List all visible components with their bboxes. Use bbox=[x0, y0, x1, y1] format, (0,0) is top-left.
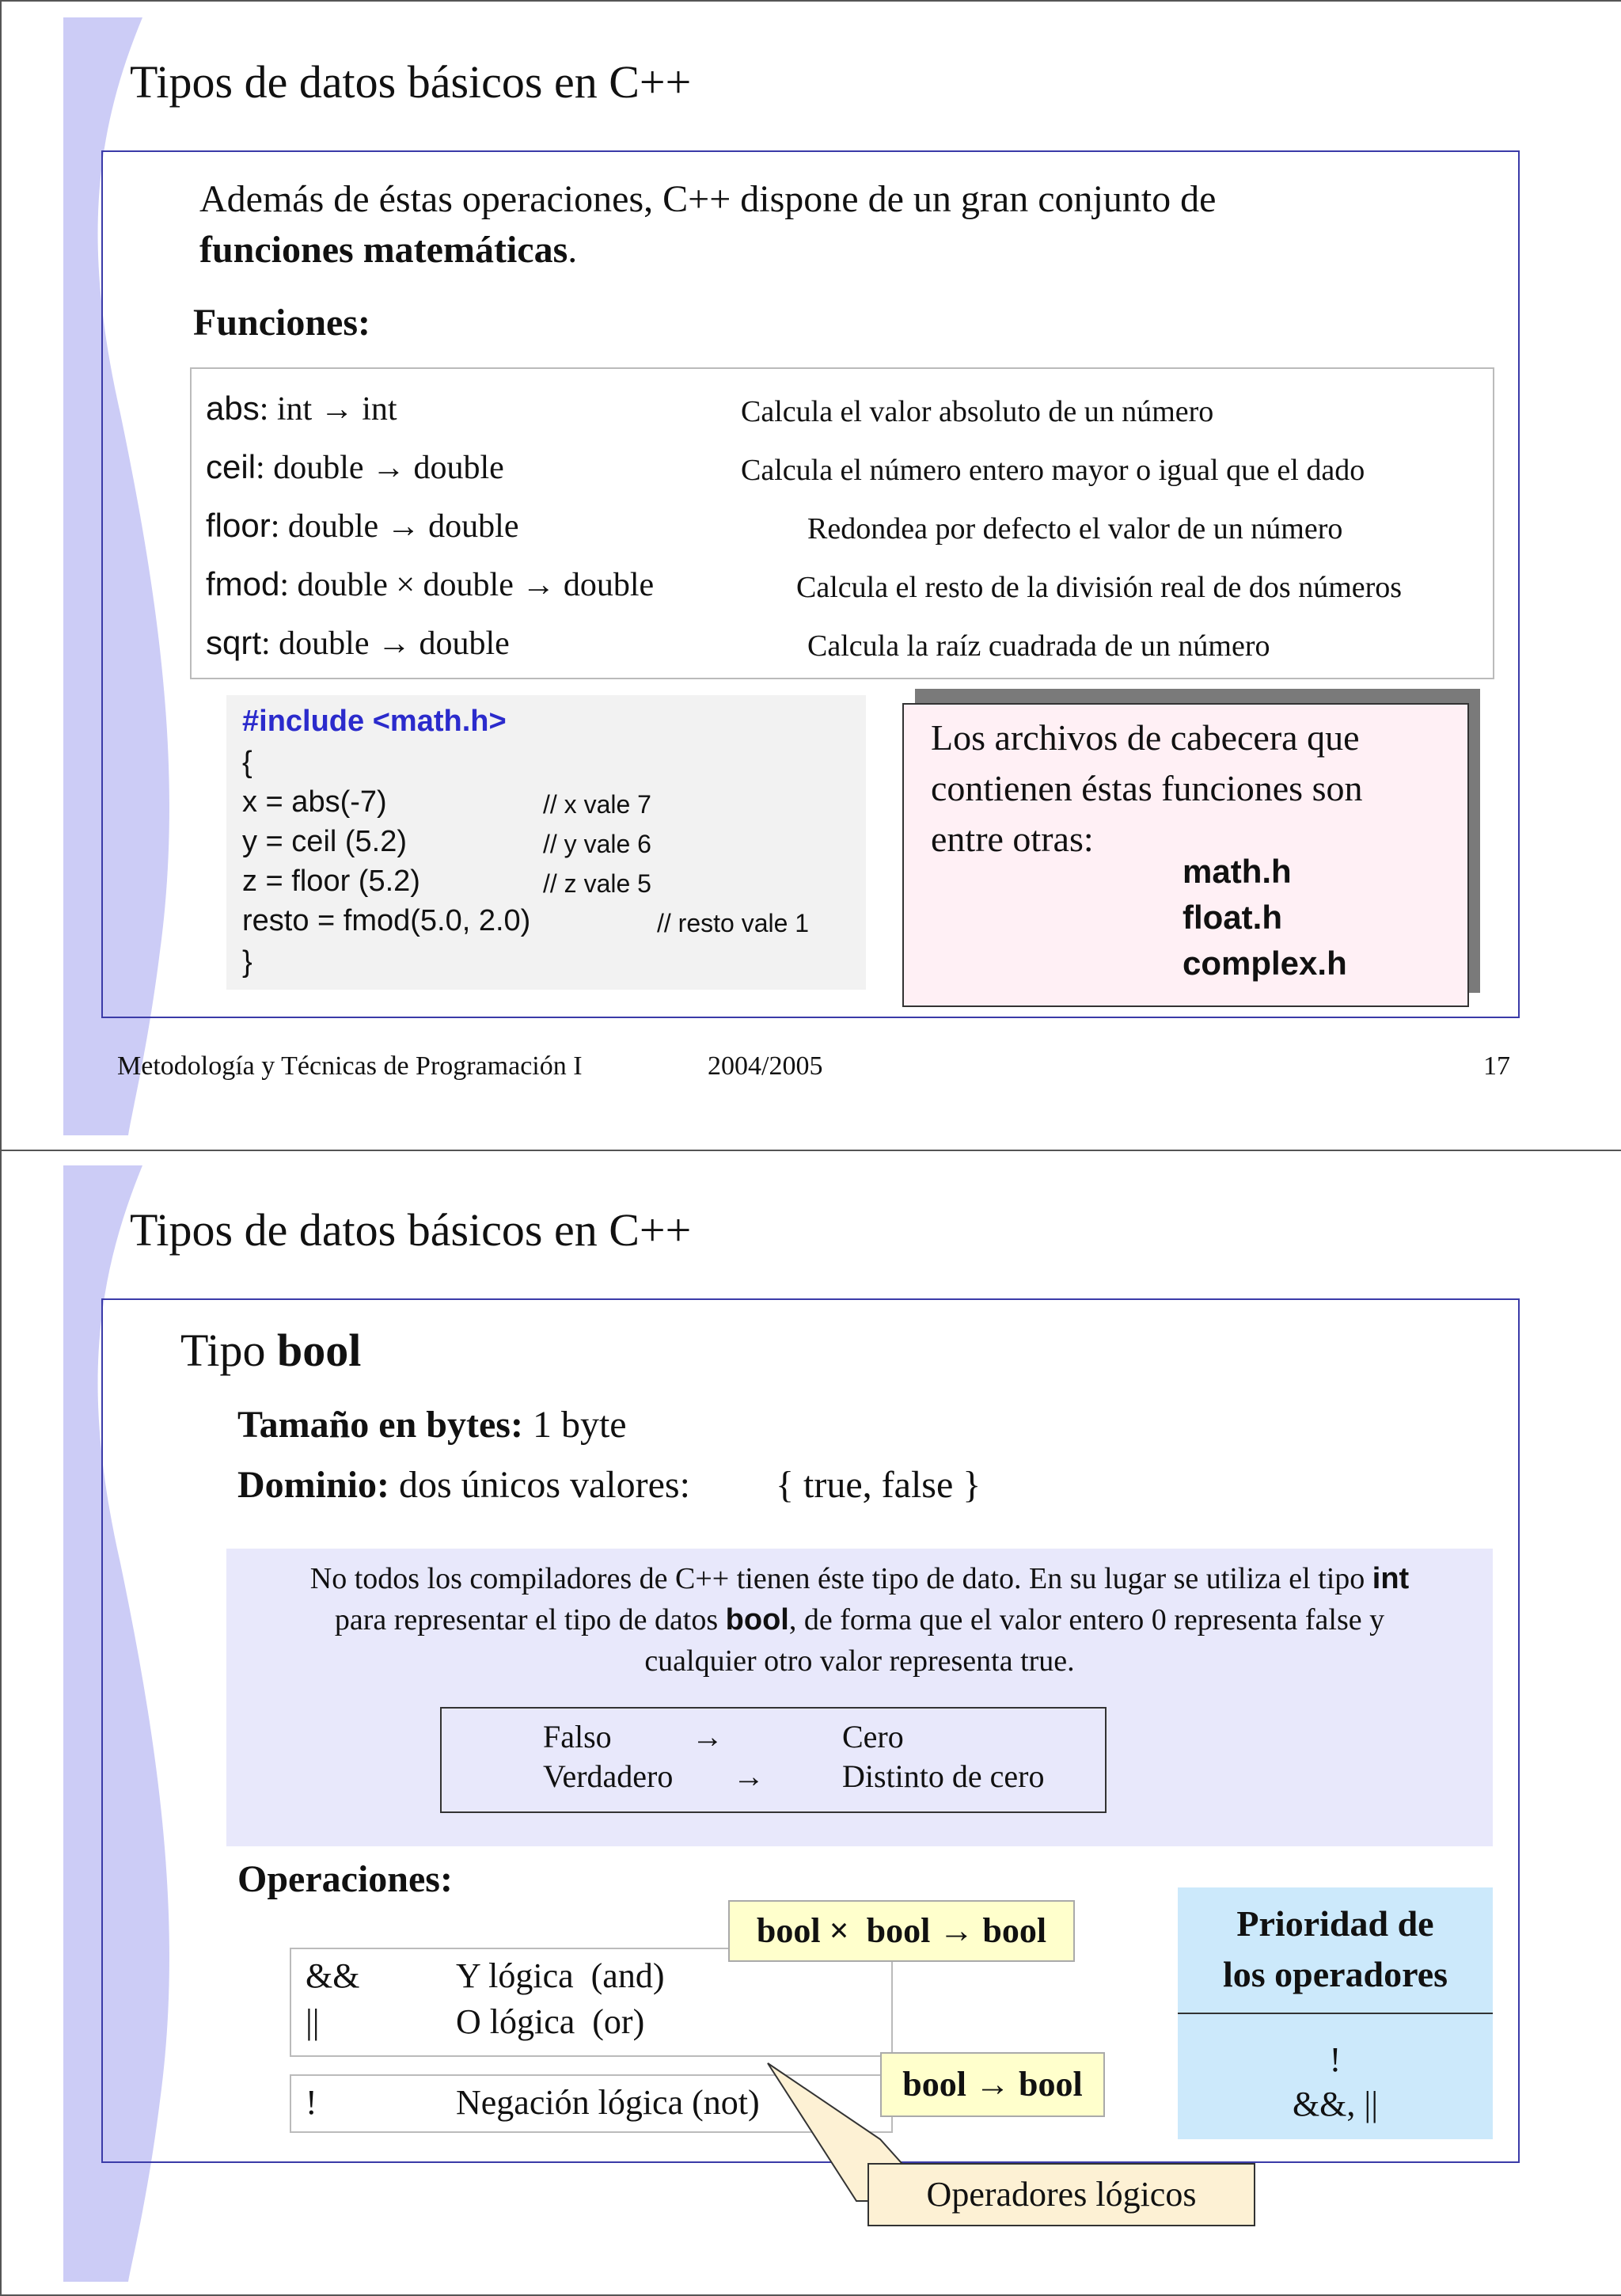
priority-levels bbox=[1178, 2038, 1493, 2127]
code-line: x = abs(-7) bbox=[242, 785, 387, 819]
code-line: resto = fmod(5.0, 2.0) bbox=[242, 904, 531, 937]
operations-heading: Operaciones: bbox=[237, 1858, 453, 1900]
slide-18 bbox=[0, 1150, 1621, 2296]
functions-heading: Funciones: bbox=[193, 302, 371, 344]
priority-level: &&, || bbox=[1292, 2085, 1379, 2123]
code-include: #include <math.h> bbox=[242, 705, 507, 738]
type-heading: Tipo bool bbox=[180, 1325, 362, 1376]
code-line: z = floor (5.2) bbox=[242, 865, 420, 898]
code-comment: // y vale 6 bbox=[543, 830, 651, 858]
code-open-brace: { bbox=[242, 746, 252, 779]
headers-note-text: Los archivos de cabecera que contienen éstas funciones son entre otras: bbox=[931, 717, 1363, 859]
code-line: y = ceil (5.2) bbox=[242, 825, 408, 858]
arrow-icon: → bbox=[692, 1719, 723, 1754]
footer-page-number: 17 bbox=[1483, 1051, 1510, 1081]
mapping-left: Falso bbox=[543, 1719, 612, 1754]
unary-signature-tag: bool → bool bbox=[880, 2052, 1105, 2117]
priority-level: ! bbox=[1329, 2040, 1342, 2079]
code-comment: // z vale 5 bbox=[543, 869, 651, 898]
domain-set: { true, false } bbox=[776, 1464, 981, 1506]
operator-and-meaning: Y lógica (and) bbox=[456, 1956, 665, 1995]
intro-text: Además de éstas operaciones, C++ dispone de un gran conjunto de funciones matemáticas. bbox=[199, 178, 1217, 271]
footer-year: 2004/2005 bbox=[708, 1051, 823, 1081]
size-line: Tamaño en bytes: 1 byte bbox=[237, 1404, 627, 1446]
header-file: float.h bbox=[1183, 899, 1282, 936]
code-comment: // x vale 7 bbox=[543, 790, 651, 819]
operator-or-meaning: O lógica (or) bbox=[456, 2002, 645, 2041]
footer-course: Metodología y Técnicas de Programación I bbox=[117, 1051, 583, 1081]
function-desc-ceil: Calcula el número entero mayor o igual que el dado bbox=[741, 454, 1365, 487]
slide-title: Tipos de datos básicos en C++ bbox=[130, 1204, 692, 1256]
compiler-note-text: No todos los compiladores de C++ tienen éste tipo de dato. En su lugar se utiliza el tipo int para representar el tipo de datos bool, de forma que el valor entero 0 representa false y cualquier otro valor representa true. bbox=[309, 1562, 1410, 1678]
operator-and-symbol: && bbox=[306, 1956, 360, 1995]
domain-line: Dominio: dos únicos valores: bbox=[237, 1464, 690, 1506]
mapping-right: Cero bbox=[842, 1719, 904, 1754]
function-row-fmod: fmod: double × double → double bbox=[206, 565, 655, 603]
operator-not-meaning: Negación lógica (not) bbox=[456, 2083, 760, 2122]
priority-divider bbox=[1178, 2013, 1493, 2014]
code-close-brace: } bbox=[242, 945, 252, 979]
function-desc-sqrt: Calcula la raíz cuadrada de un número bbox=[807, 629, 1270, 663]
mapping-right: Distinto de cero bbox=[842, 1758, 1045, 1794]
function-row-floor: floor: double → double bbox=[206, 507, 519, 545]
header-files-list bbox=[1183, 849, 1347, 986]
arrow-icon: → bbox=[733, 1758, 765, 1794]
function-row-ceil: ceil: double → double bbox=[206, 448, 504, 486]
function-desc-floor: Redondea por defecto el valor de un número bbox=[807, 512, 1343, 545]
binary-signature-tag: bool × bool → bool bbox=[728, 1900, 1075, 1962]
function-desc-abs: Calcula el valor absoluto de un número bbox=[741, 395, 1214, 428]
function-row-sqrt: sqrt: double → double bbox=[206, 624, 510, 662]
callout-logical-operators: Operadores lógicos bbox=[867, 2163, 1255, 2226]
mapping-left: Verdadero bbox=[543, 1758, 674, 1794]
function-desc-fmod: Calcula el resto de la división real de dos números bbox=[796, 571, 1403, 604]
code-comment: // resto vale 1 bbox=[657, 909, 810, 937]
slide-title: Tipos de datos básicos en C++ bbox=[130, 56, 692, 108]
priority-title: Prioridad de los operadores bbox=[1222, 1903, 1448, 1994]
operator-not-symbol: ! bbox=[306, 2083, 317, 2122]
operator-or-symbol: || bbox=[306, 2002, 320, 2041]
header-file: math.h bbox=[1183, 853, 1292, 890]
function-row-abs: abs: int → int bbox=[206, 390, 397, 428]
header-file: complex.h bbox=[1183, 945, 1347, 982]
